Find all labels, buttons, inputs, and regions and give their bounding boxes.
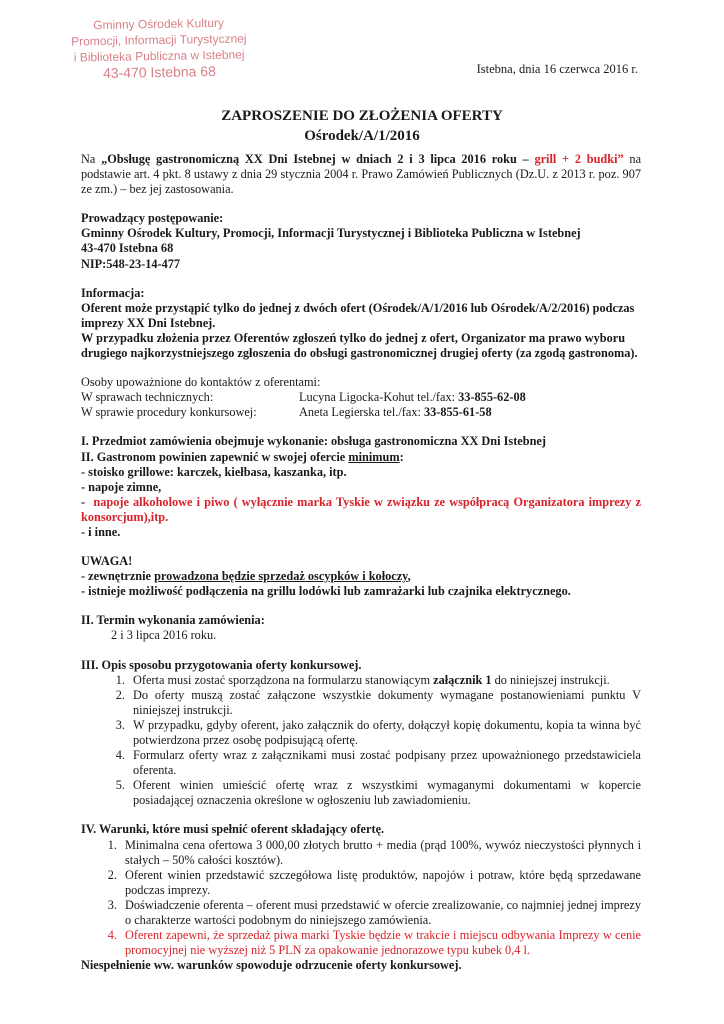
list-item bbox=[99, 688, 641, 718]
list-item-text: Minimalna cena ofertowa 3 000,00 złotych brutto + media (prąd 100%, wywóz nieczystości płynnych i stałych – 50% całości kosztów). bbox=[125, 837, 641, 867]
list-item-number: 1. bbox=[107, 837, 117, 852]
contacts-block bbox=[81, 375, 641, 420]
section-1-item-2: - napoje zimne, bbox=[81, 479, 162, 494]
list-item-number: 3. bbox=[107, 897, 117, 912]
institution-stamp bbox=[63, 14, 254, 81]
contact-row-procedure bbox=[81, 405, 641, 420]
list-item-number: 4. bbox=[115, 748, 125, 763]
list-item-number: 1. bbox=[115, 672, 125, 687]
list-item bbox=[99, 673, 641, 688]
stamp-line-1: Gminny Ośrodek Kultury bbox=[93, 15, 225, 33]
section-1-block bbox=[81, 434, 641, 540]
list-item-text: Do oferty muszą zostać załączone wszystkie dokumenty wymagane postanowieniami punktu V niniejszej instrukcji. bbox=[133, 687, 641, 717]
list-item-text: Doświadczenie oferenta – oferent musi przedstawić w ofercie zrealizowanie, co najmniej jednej imprezy o charakterze wartości podobnym do niniejszego zamówienia. bbox=[125, 897, 641, 928]
section-4-footer: Niespełnienie ww. warunków spowoduje odrzucenie oferty konkursowej. bbox=[81, 958, 462, 973]
document-date: Istebna, dnia 16 czerwca 2016 r. bbox=[476, 62, 638, 76]
section-1-line-2-underline: minimum bbox=[348, 449, 400, 464]
list-item-text: Oferent winien przedstawić szczegółowa listę produktów, napojów i potraw, które będą sprzedawane podczas imprezy. bbox=[125, 867, 641, 897]
list-item-text: Oferent zapewni, że sprzedaż piwa marki Tyskie będzie w trakcie i miejscu odbywania Imprezy w cenie promocyjnej nie wyższej niż 5 PLN za opakowanie jednorazowe typu kubek 0,4 l. bbox=[125, 928, 641, 958]
section-3-list bbox=[81, 673, 641, 809]
list-item bbox=[99, 748, 641, 778]
section-1-item-1: - stoisko grillowe: karczek, kiełbasa, kaszanka, itp. bbox=[81, 464, 347, 479]
contact-tech-label: W sprawach technicznych: bbox=[81, 390, 214, 405]
section-4-block bbox=[81, 822, 641, 973]
list-item-number: 3. bbox=[115, 717, 125, 732]
organizer-nip: NIP:548-23-14-477 bbox=[81, 256, 181, 271]
uwaga-line-1 bbox=[81, 569, 641, 584]
list-item-number: 2. bbox=[115, 687, 125, 702]
uwaga-block bbox=[81, 554, 641, 599]
organizer-block bbox=[81, 211, 641, 271]
info-paragraph-2: W przypadku złożenia przez Oferentów zgłoszeń tylko do jednej z ofert, Organizator ma prawo wyboru drugiego najkorzystniejszego zgłoszenia do obsługi gastronomicznej drugiej oferty (za zgodą gastronoma). bbox=[81, 330, 638, 361]
list-item bbox=[91, 898, 641, 928]
list-item-number: 4. bbox=[107, 928, 117, 943]
list-item-number: 2. bbox=[107, 867, 117, 882]
info-block bbox=[81, 286, 641, 361]
list-item-bold: załącznik 1 bbox=[433, 672, 492, 687]
stamp-line-3: i Biblioteka Publiczna w Istebnej bbox=[73, 47, 245, 65]
section-1-line-1: I. Przedmiot zamówienia obejmuje wykonanie: obsługa gastronomiczna XX Dni Istebnej bbox=[81, 434, 546, 449]
section-3-heading: III. Opis sposobu przygotowania oferty konkursowej. bbox=[81, 657, 362, 672]
section-1-line-2-suffix: : bbox=[399, 449, 404, 464]
document-title bbox=[0, 106, 724, 146]
intro-rest: na podstawie art. 4 pkt. 8 ustawy z dnia 29 stycznia 2004 r. Prawo Zamówień Publicznych (Dz.U. z 2013 r. poz. 907 ze zm.) – bez jej zastosowania. bbox=[81, 152, 642, 197]
stamp-line-4: 43-470 Istebna 68 bbox=[102, 63, 216, 81]
document-body bbox=[81, 152, 641, 973]
list-item bbox=[99, 718, 641, 748]
section-2-heading: II. Termin wykonania zamówienia: bbox=[81, 613, 265, 628]
list-item-number: 5. bbox=[115, 778, 125, 793]
title-line-2: Ośrodek/A/1/2016 bbox=[304, 128, 420, 144]
title-line-1: ZAPROSZENIE DO ZŁOŻENIA OFERTY bbox=[221, 108, 503, 124]
intro-paragraph bbox=[81, 152, 641, 197]
section-4-list bbox=[81, 838, 641, 959]
list-item-text-post: do niniejszej instrukcji. bbox=[494, 672, 610, 687]
uwaga-line-1-underline: prowadzona będzie sprzedaż oscypków i kołoczy bbox=[154, 569, 408, 584]
section-2-value: 2 i 3 lipca 2016 roku. bbox=[111, 628, 217, 643]
contact-row-technical bbox=[81, 390, 641, 405]
list-item bbox=[91, 868, 641, 898]
section-2-block bbox=[81, 613, 641, 643]
section-1-item-4: - i inne. bbox=[81, 524, 121, 539]
list-item-text: Formularz oferty wraz z załącznikami musi zostać podpisany przez upoważnionego przedstawiciela oferenta. bbox=[133, 748, 641, 778]
uwaga-line-1-suffix: , bbox=[407, 569, 411, 584]
stamp-line-2: Promocji, Informacji Turystycznej bbox=[71, 31, 247, 49]
list-item-text: W przypadku, gdyby oferent, jako załącznik do oferty, dołączył kopię dokumentu, kopia ta winna być potwierdzona przez osobę podpisującą ofertę. bbox=[133, 717, 641, 747]
list-item bbox=[91, 838, 641, 868]
section-1-item-3 bbox=[81, 495, 641, 525]
uwaga-line-2: - istnieje możliwość podłączenia na grillu lodówki lub zamrażarki lub czajnika elektrycznego. bbox=[81, 584, 571, 599]
section-1-item-3-red: napoje alkoholowe i piwo ( wyłącznie marka Tyskie w związku ze współpracą Organizatora imprezy z konsorcjum),itp. bbox=[81, 494, 641, 524]
list-item-text: Oferent winien umieścić ofertę wraz z wszystkimi wymaganymi dokumentami w kopercie posiadającej oznaczenia określone w ogłoszeniu lub zawiadomieniu. bbox=[133, 778, 641, 808]
info-paragraph-1: Oferent może przystąpić tylko do jednej z dwóch ofert (Ośrodek/A/1/2016 lub Ośrodek/A/2/2016) podczas imprezy XX Dni Istebnej. bbox=[81, 300, 635, 330]
intro-red: grill + 2 budki” bbox=[534, 152, 624, 166]
section-1-line-2-prefix: II. Gastronom powinien zapewnić w swojej ofercie bbox=[81, 449, 346, 464]
list-item-text: Oferta musi zostać sporządzona na formularzu stanowiącym bbox=[133, 672, 431, 687]
organizer-heading: Prowadzący postępowanie: bbox=[81, 211, 224, 226]
organizer-address: 43-470 Istebna 68 bbox=[81, 241, 174, 256]
contact-proc-person: Aneta Legierska tel./fax: bbox=[299, 405, 421, 420]
intro-prefix: Na bbox=[81, 152, 96, 166]
info-heading: Informacja: bbox=[81, 285, 145, 300]
list-item-highlighted bbox=[91, 928, 641, 958]
list-item bbox=[99, 778, 641, 808]
contact-proc-label: W sprawie procedury konkursowej: bbox=[81, 405, 257, 420]
contacts-heading: Osoby upoważnione do kontaktów z oferentami: bbox=[81, 375, 321, 390]
section-3-block bbox=[81, 658, 641, 809]
uwaga-line-1-prefix: - zewnętrznie bbox=[81, 569, 151, 584]
intro-bold: „Obsługę gastronomiczną XX Dni Istebnej w dniach 2 i 3 lipca 2016 roku – bbox=[101, 152, 529, 166]
organizer-name: Gminny Ośrodek Kultury, Promocji, Informacji Turystycznej i Biblioteka Publiczna w Istebnej bbox=[81, 226, 581, 241]
section-4-heading: IV. Warunki, które musi spełnić oferent składający ofertę. bbox=[81, 822, 385, 837]
contact-tech-phone: 33-855-62-08 bbox=[458, 390, 526, 405]
contact-tech-person: Lucyna Ligocka-Kohut tel./fax: bbox=[299, 390, 456, 405]
uwaga-heading: UWAGA! bbox=[81, 554, 133, 569]
contact-proc-phone: 33-855-61-58 bbox=[423, 405, 492, 420]
section-1-line-2 bbox=[81, 450, 641, 465]
section-1-item-3-dash: - bbox=[81, 494, 86, 509]
